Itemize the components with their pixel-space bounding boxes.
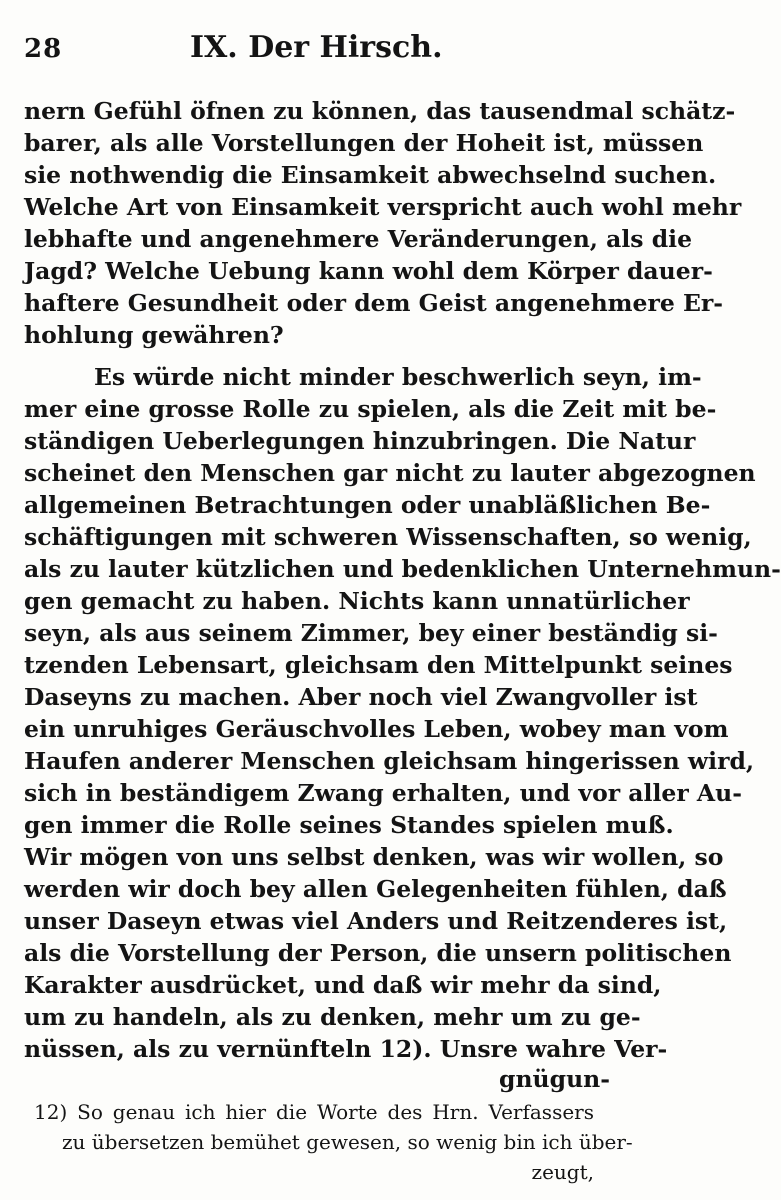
text-line: tzenden Lebensart, gleichsam den Mittelpunkt seines (24, 651, 733, 679)
text-line: scheinet den Menschen gar nicht zu lauter abgezognen (24, 459, 756, 487)
text-line: Es würde nicht minder beschwerlich seyn, im- (94, 363, 702, 391)
catchword: gnügun- (499, 1065, 610, 1093)
footnote-catchword: zeugt, (531, 1160, 594, 1184)
text-line: als die Vorstellung der Person, die unsern politischen (24, 939, 732, 967)
text-line: Karakter ausdrücket, und daß wir mehr da sind, (24, 971, 662, 999)
text-line: ständigen Ueberlegungen hinzubringen. Die Natur (24, 427, 696, 455)
text-line: Wir mögen von uns selbst denken, was wir wollen, so (24, 843, 724, 871)
text-line: barer, als alle Vorstellungen der Hoheit ist, müssen (24, 129, 704, 157)
text-line: mer eine grosse Rolle zu spielen, als die Zeit mit be- (24, 395, 717, 423)
text-line: sie nothwendig die Einsamkeit abwechselnd suchen. (24, 161, 717, 189)
text-line: Jagd? Welche Uebung kann wohl dem Körper dauer- (24, 257, 713, 285)
text-line: hohlung gewähren? (24, 321, 284, 349)
text-line: sich in beständigem Zwang erhalten, und vor aller Au- (24, 779, 742, 807)
footnote-line: zu übersetzen bemühet gewesen, so wenig bin ich über- (62, 1130, 633, 1154)
text-line: Welche Art von Einsamkeit verspricht auch wohl mehr (24, 193, 742, 221)
running-head: IX. Der Hirsch. (190, 30, 443, 65)
text-line: gen immer die Rolle seines Standes spielen muß. (24, 811, 674, 839)
text-line: haftere Gesundheit oder dem Geist angenehmere Er- (24, 289, 724, 317)
text-line: allgemeinen Betrachtungen oder unabläßlichen Be- (24, 491, 711, 519)
text-line: um zu handeln, als zu denken, mehr um zu ge- (24, 1003, 641, 1031)
page-header (0, 26, 632, 66)
text-line: ein unruhiges Geräuschvolles Leben, wobey man vom (24, 715, 729, 743)
text-line: lebhafte und angenehmere Veränderungen, als die (24, 225, 693, 253)
text-line: gen gemacht zu haben. Nichts kann unnatürlicher (24, 587, 690, 615)
text-line: Daseyns zu machen. Aber noch viel Zwangvoller ist (24, 683, 698, 711)
text-line: werden wir doch bey allen Gelegenheiten fühlen, daß (24, 875, 727, 903)
text-line: nüssen, als zu vernünfteln 12). Unsre wahre Ver- (24, 1035, 668, 1063)
text-line: schäftigungen mit schweren Wissenschaften, so wenig, (24, 523, 752, 551)
text-line: als zu lauter kützlichen und bedenklichen Unternehmun- (24, 555, 781, 583)
text-line: Haufen anderer Menschen gleichsam hingerissen wird, (24, 747, 755, 775)
footnote-line: 12) So genau ich hier die Worte des Hrn. Verfassers (34, 1100, 594, 1124)
text-line: unser Daseyn etwas viel Anders und Reitzenderes ist, (24, 907, 728, 935)
text-line: seyn, als aus seinem Zimmer, bey einer beständig si- (24, 619, 718, 647)
page-number: 28 (24, 34, 63, 64)
text-line: nern Gefühl öfnen zu können, das tausendmal schätz- (24, 97, 736, 125)
